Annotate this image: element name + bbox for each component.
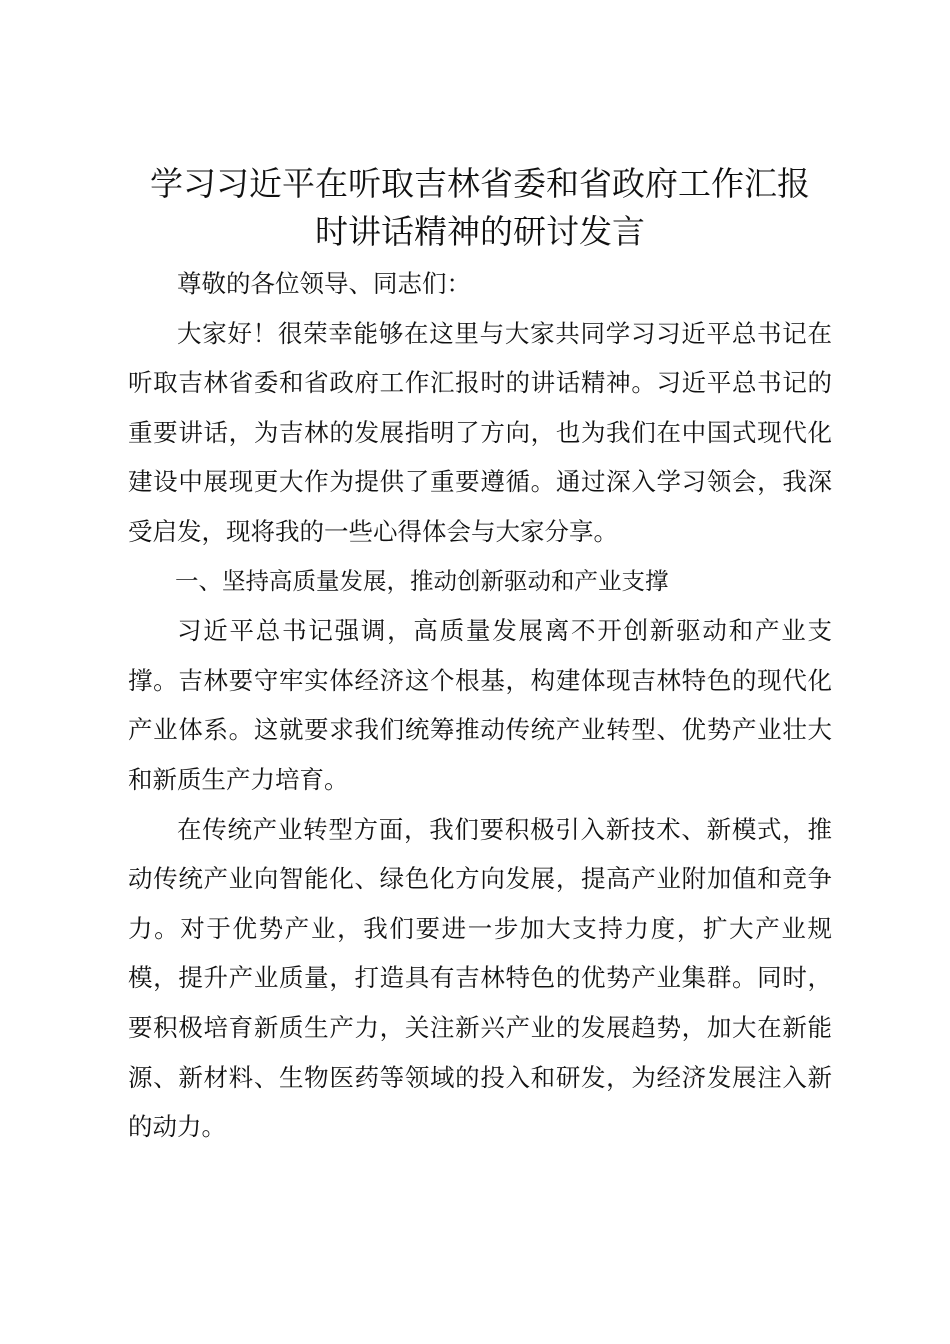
paragraph-greeting: 大家好！很荣幸能够在这里与大家共同学习习近平总书记在听取吉林省委和省政府工作汇报时的讲话精神。习近平总书记的重要讲话，为吉林的发展指明了方向，也为我们在中国式现代化建设中展现更大作为提供了重要遵循。通过深入学习领会，我深受启发，现将我的一些心得体会与大家分享。 (128, 318, 832, 546)
section-heading-1: 一、坚持高质量发展，推动创新驱动和产业支撑 (175, 566, 669, 595)
document-body (128, 259, 832, 1152)
salutation: 尊敬的各位领导、同志们： (177, 269, 471, 298)
document-title (128, 160, 832, 256)
document-page (128, 160, 832, 1152)
paragraph-industry-transformation: 在传统产业转型方面，我们要积极引入新技术、新模式，推动传统产业向智能化、绿色化方向发展，提高产业附加值和竞争力。对于优势产业，我们要进一步加大支持力度，扩大产业规模，提升产业质量，打造具有吉林特色的优势产业集群。同时，要积极培育新质生产力，关注新兴产业的发展趋势，加大在新能源、新材料、生物医药等领域的投入和研发，为经济发展注入新的动力。 (128, 814, 832, 1142)
title-line-2: 时讲话精神的研讨发言 (315, 212, 645, 251)
paragraph-quality-development: 习近平总书记强调，高质量发展离不开创新驱动和产业支撑。吉林要守牢实体经济这个根基，构建体现吉林特色的现代化产业体系。这就要求我们统筹推动传统产业转型、优势产业壮大和新质生产力培育。 (128, 616, 832, 794)
title-line-1: 学习习近平在听取吉林省委和省政府工作汇报 (150, 164, 810, 203)
